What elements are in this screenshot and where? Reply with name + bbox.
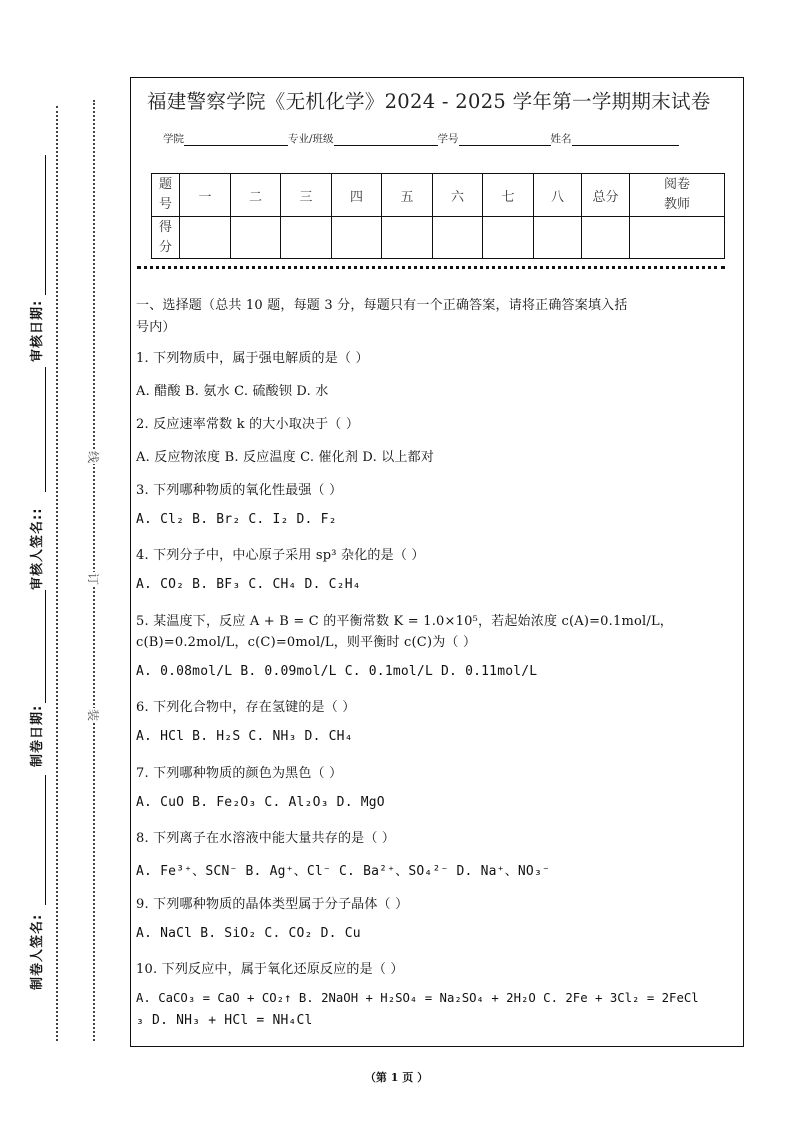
question-3-options: A. Cl₂ B. Br₂ C. I₂ D. F₂	[136, 512, 337, 527]
question-number-header: 题 号	[152, 174, 180, 217]
section-heading-line2: 号内）	[136, 320, 176, 335]
score-table-score-row	[152, 217, 725, 259]
column-header-1: 一	[180, 174, 231, 217]
column-header-8: 八	[534, 174, 582, 217]
question-10-options-line2: ₃ D. NH₃ + HCl = NH₄Cl	[136, 1013, 313, 1028]
column-header-7: 七	[483, 174, 534, 217]
score-cell-grader[interactable]	[630, 217, 725, 259]
grader-header: 阅卷 教师	[630, 174, 725, 217]
score-cell-total[interactable]	[582, 217, 630, 259]
exam-prep-date-label: 制卷日期:	[30, 704, 45, 767]
name-label: 姓名	[550, 133, 572, 145]
exam-preparer-signature-line[interactable]	[45, 775, 46, 905]
score-cell-1[interactable]	[180, 217, 231, 259]
score-cell-7[interactable]	[483, 217, 534, 259]
question-7-stem: 7. 下列哪种物质的颜色为黑色（ ）	[136, 766, 343, 781]
review-date-line[interactable]	[45, 155, 46, 295]
score-cell-4[interactable]	[332, 217, 382, 259]
question-1-options: A. 醋酸 B. 氨水 C. 硫酸钡 D. 水	[136, 384, 329, 399]
binding-word-zhuang: 装	[86, 708, 100, 721]
question-6-options: A. HCl B. H₂S C. NH₃ D. CH₄	[136, 729, 353, 744]
column-header-6: 六	[433, 174, 483, 217]
question-6-stem: 6. 下列化合物中，存在氢键的是（ ）	[136, 700, 356, 715]
exam-preparer-signature-label: 制卷人签名:	[30, 913, 45, 990]
question-4-options: A. CO₂ B. BF₃ C. CH₄ D. C₂H₄	[136, 577, 361, 592]
score-cell-2[interactable]	[231, 217, 281, 259]
exam-prep-date-line[interactable]	[45, 590, 46, 703]
column-header-2: 二	[231, 174, 281, 217]
reviewer-signature-label: 审核人签名::	[30, 507, 45, 590]
question-5-options: A. 0.08mol/L B. 0.09mol/L C. 0.1mol/L D. 0.11mol/L	[136, 664, 538, 679]
student-id-field[interactable]	[459, 133, 551, 146]
score-table-header-row	[152, 174, 725, 217]
college-label: 学院	[163, 133, 184, 145]
question-8-stem: 8. 下列离子在水溶液中能大量共存的是（ ）	[136, 831, 396, 846]
student-id-label: 学号	[437, 133, 459, 145]
column-header-4: 四	[332, 174, 382, 217]
exam-title: 福建警察学院《无机化学》2024 - 2025 学年第一学期期末试卷	[147, 90, 711, 113]
question-5-stem-line1: 5. 某温度下，反应 A + B = C 的平衡常数 K = 1.0×10⁵，若起始浓度 c(A)=0.1mol/L，	[136, 614, 673, 629]
column-header-5: 五	[382, 174, 433, 217]
question-7-options: A. CuO B. Fe₂O₃ C. Al₂O₃ D. MgO	[136, 795, 385, 810]
score-cell-8[interactable]	[534, 217, 582, 259]
name-field[interactable]	[572, 133, 679, 146]
column-header-3: 三	[281, 174, 332, 217]
score-cell-6[interactable]	[433, 217, 483, 259]
question-1-stem: 1. 下列物质中，属于强电解质的是（ ）	[136, 351, 369, 366]
question-4-stem: 4. 下列分子中，中心原子采用 sp³ 杂化的是（ ）	[136, 548, 425, 563]
question-10-stem: 10. 下列反应中，属于氧化还原反应的是（ ）	[136, 962, 404, 977]
question-5-stem-line2: c(B)=0.2mol/L，c(C)=0mol/L，则平衡时 c(C)为（ ）	[136, 635, 477, 650]
question-2-options: A. 反应物浓度 B. 反应温度 C. 催化剂 D. 以上都对	[136, 450, 435, 465]
score-table	[151, 173, 725, 259]
question-9-options: A. NaCl B. SiO₂ C. CO₂ D. Cu	[136, 926, 361, 941]
college-field[interactable]	[184, 133, 288, 146]
question-9-stem: 9. 下列哪种物质的晶体类型属于分子晶体（ ）	[136, 897, 409, 912]
question-3-stem: 3. 下列哪种物质的氧化性最强（ ）	[136, 483, 343, 498]
column-header-total: 总分	[582, 174, 630, 217]
binding-dotted-line-inner	[93, 100, 95, 1041]
binding-dotted-line-outer	[56, 106, 58, 1041]
score-row-header: 得 分	[152, 217, 180, 259]
score-cell-5[interactable]	[382, 217, 433, 259]
question-2-stem: 2. 反应速率常数 k 的大小取决于（ ）	[136, 417, 360, 432]
major-class-label: 专业/班级	[288, 133, 334, 145]
binding-word-xian: 线	[86, 450, 100, 463]
question-8-options: A. Fe³⁺、SCN⁻ B. Ag⁺、Cl⁻ C. Ba²⁺、SO₄²⁻ D. Na⁺、NO₃⁻	[136, 864, 550, 879]
binding-word-ding: 订	[86, 572, 100, 585]
dotted-separator	[137, 266, 725, 269]
review-date-label: 审核日期:	[30, 299, 45, 362]
score-cell-3[interactable]	[281, 217, 332, 259]
reviewer-signature-line[interactable]	[45, 367, 46, 492]
page-number: （第 1 页 ）	[364, 1071, 429, 1084]
section-heading-line1: 一、选择题（总共 10 题，每题 3 分，每题只有一个正确答案，请将正确答案填入括	[136, 298, 628, 313]
student-info-row	[163, 131, 679, 146]
question-10-options-line1: A. CaCO₃ = CaO + CO₂↑ B. 2NaOH + H₂SO₄ = Na₂SO₄ + 2H₂O C. 2Fe + 3Cl₂ = 2FeCl	[136, 991, 699, 1005]
major-class-field[interactable]	[334, 133, 438, 146]
